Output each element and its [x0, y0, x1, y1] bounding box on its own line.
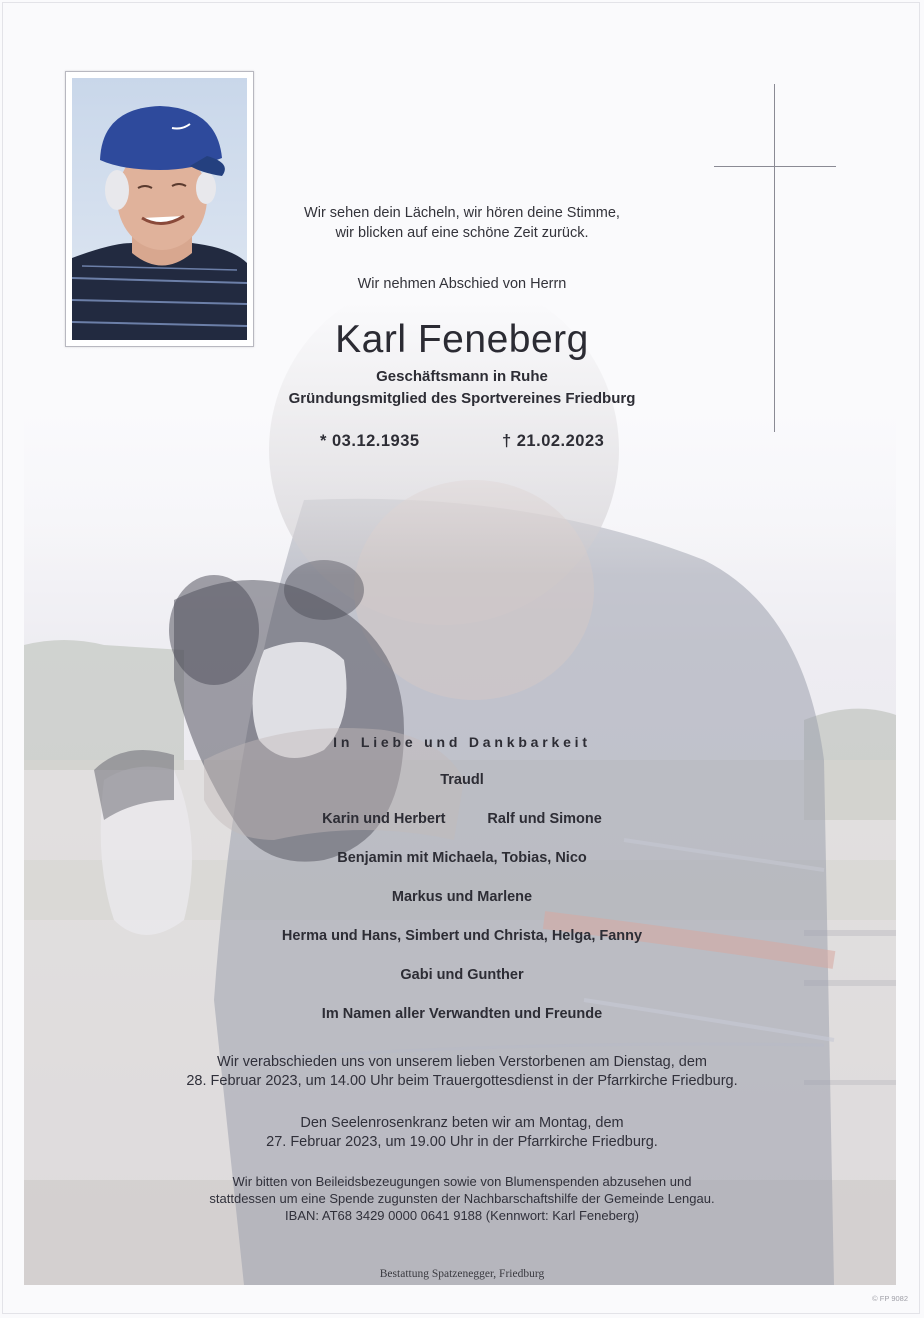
- donation-iban: IBAN: AT68 3429 0000 0641 9188 (Kennwort: Karl Feneberg): [285, 1208, 639, 1223]
- donation-line-2: stattdessen um eine Spende zugunsten der Nachbarschaftshilfe der Gemeinde Lengau.: [209, 1191, 715, 1206]
- mourner-line: Markus und Marlene: [391, 889, 533, 905]
- mourner-line: Im Namen aller Verwandten und Freunde: [321, 1006, 603, 1022]
- mourner-line-pair: [0, 811, 924, 827]
- funeral-home: Bestattung Spatzenegger, Friedburg: [379, 1268, 545, 1280]
- mourner-line: Ralf und Simone: [487, 811, 602, 827]
- quote-line-1: Wir sehen dein Lächeln, wir hören deine Stimme,: [304, 205, 620, 221]
- mourner-line: Gabi und Gunther: [400, 967, 524, 983]
- funeral-line-2: 28. Februar 2023, um 14.00 Uhr beim Trauergottesdienst in der Pfarrkirche Friedburg.: [186, 1073, 738, 1089]
- mourner-line: Herma und Hans, Simbert und Christa, Helga, Fanny: [281, 928, 643, 944]
- deceased-titles: [0, 366, 924, 410]
- copyright-mark: © FP 9082: [872, 1294, 908, 1303]
- rosary-line-2: 27. Februar 2023, um 19.00 Uhr in der Pfarrkirche Friedburg.: [266, 1134, 658, 1150]
- deceased-title-2: Gründungsmitglied des Sportvereines Friedburg: [288, 390, 636, 407]
- mourner-line: Karin und Herbert: [322, 811, 446, 827]
- quote: [0, 203, 924, 243]
- funeral-info: [0, 1053, 924, 1091]
- cross-horizontal-line: [714, 166, 836, 167]
- farewell-text: Wir nehmen Abschied von Herrn: [357, 276, 567, 292]
- mourners-heading: In Liebe und Dankbarkeit: [333, 734, 591, 750]
- deceased-name: Karl Feneberg: [335, 318, 589, 361]
- mourner-line: Traudl: [440, 772, 484, 788]
- death-date: † 21.02.2023: [502, 432, 605, 450]
- quote-line-2: wir blicken auf eine schöne Zeit zurück.: [335, 225, 589, 241]
- rosary-line-1: Den Seelenrosenkranz beten wir am Montag, dem: [300, 1115, 624, 1131]
- donation-info: [0, 1173, 924, 1224]
- birth-date: * 03.12.1935: [320, 432, 420, 450]
- rosary-info: [0, 1114, 924, 1152]
- mourner-line: Benjamin mit Michaela, Tobias, Nico: [337, 850, 587, 866]
- deceased-title-1: Geschäftsmann in Ruhe: [376, 368, 548, 385]
- donation-line-1: Wir bitten von Beileidsbezeugungen sowie von Blumenspenden abzusehen und: [232, 1174, 692, 1189]
- funeral-line-1: Wir verabschieden uns von unserem lieben Verstorbenen am Dienstag, dem: [216, 1054, 708, 1070]
